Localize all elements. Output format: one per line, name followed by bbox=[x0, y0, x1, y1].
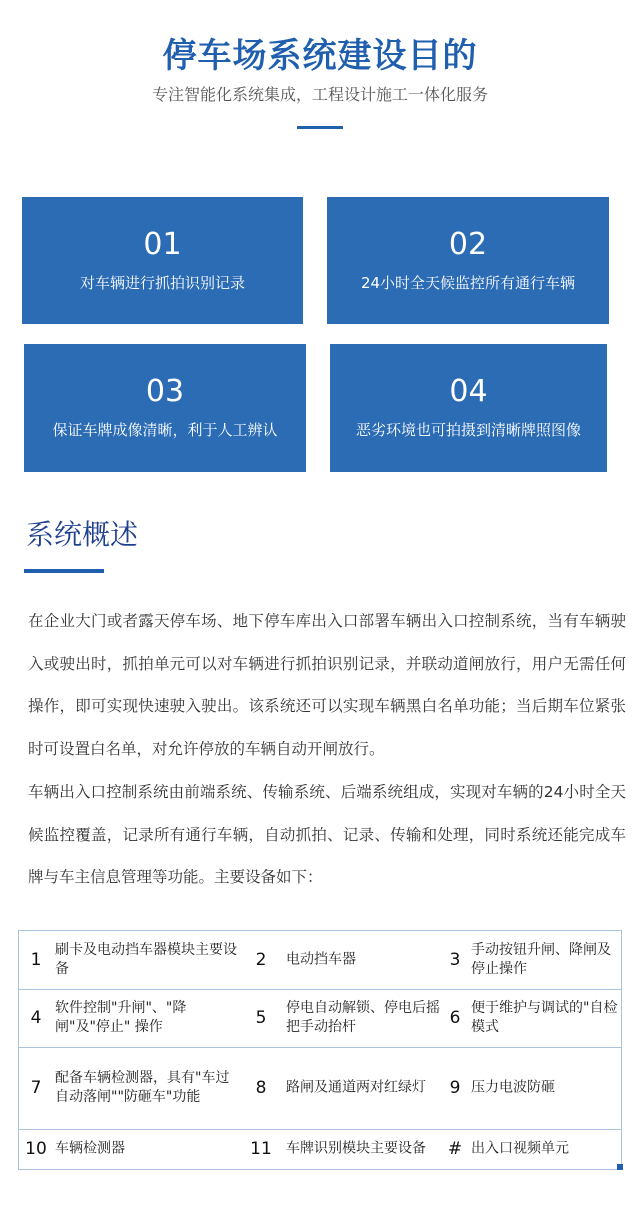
table-cell bbox=[19, 1047, 251, 1129]
table-cell bbox=[438, 1129, 621, 1169]
table-cell bbox=[19, 1129, 251, 1169]
item-number: 1 bbox=[30, 950, 42, 970]
item-number: 4 bbox=[30, 1008, 42, 1028]
table-cell bbox=[19, 989, 251, 1047]
item-number: 3 bbox=[449, 950, 461, 970]
goal-number: 01 bbox=[143, 227, 182, 262]
table-row bbox=[19, 1047, 621, 1130]
page-subtitle: 专注智能化系统集成，工程设计施工一体化服务 bbox=[151, 85, 488, 104]
item-text: 停电自动解锁、停电后摇把手动抬杆 bbox=[286, 1000, 440, 1035]
table-cell bbox=[244, 931, 444, 989]
title-underline bbox=[297, 126, 343, 129]
item-number: 5 bbox=[255, 1008, 267, 1028]
item-text: 出入口视频单元 bbox=[471, 1140, 569, 1157]
item-number: # bbox=[447, 1139, 463, 1159]
goal-text: 24小时全天候监控所有通行车辆 bbox=[360, 274, 576, 292]
item-text: 配备车辆检测器，具有"车过自动落闸""防砸车"功能 bbox=[55, 1070, 230, 1105]
table-row bbox=[19, 931, 621, 990]
item-text: 软件控制"升闸"、"降闸"及"停止" 操作 bbox=[55, 1000, 187, 1035]
item-number: 8 bbox=[255, 1078, 267, 1098]
item-number: 10 bbox=[25, 1139, 47, 1159]
page-title: 停车场系统建设目的 bbox=[162, 36, 478, 76]
item-text: 车辆检测器 bbox=[55, 1140, 125, 1157]
overview-paragraph-1: 在企业大门或者露天停车场、地下停车库出入口部署车辆出入口控制系统，当有车辆驶入或驶出时，抓拍单元可以对车辆进行抓拍识别记录，并联动道闸放行，用户无需任何操作，即可实现快速驶入驶出。该系统还可以实现车辆黑白名单功能；当后期车位紧张时可设置白名单，对允许停放的车辆自动开闸放行。 bbox=[28, 612, 626, 759]
goal-card-01 bbox=[22, 197, 303, 324]
item-text: 手动按钮升闸、降闸及停止操作 bbox=[471, 942, 611, 977]
table-cell bbox=[244, 1129, 444, 1169]
item-text: 刷卡及电动挡车器模块主要设备 bbox=[55, 942, 237, 977]
table-cell bbox=[438, 1047, 621, 1129]
section-underline bbox=[24, 569, 104, 573]
item-number: 2 bbox=[255, 950, 267, 970]
table-cell bbox=[244, 989, 444, 1047]
item-number: 7 bbox=[30, 1078, 42, 1098]
section-title-overview: 系统概述 bbox=[26, 518, 139, 551]
table-row bbox=[19, 1129, 621, 1169]
item-text: 路闸及通道两对红绿灯 bbox=[286, 1079, 426, 1096]
goal-number: 03 bbox=[145, 374, 185, 409]
item-number: 6 bbox=[449, 1008, 461, 1028]
table-cell bbox=[19, 931, 251, 989]
goal-text: 保证车牌成像清晰，利于人工辨认 bbox=[52, 421, 278, 439]
equipment-table bbox=[18, 930, 622, 1170]
item-text: 电动挡车器 bbox=[286, 951, 356, 968]
table-cell bbox=[438, 989, 621, 1047]
item-text: 车牌识别模块主要设备 bbox=[286, 1140, 426, 1157]
table-row bbox=[19, 989, 621, 1048]
goal-text: 恶劣环境也可拍摄到清晰牌照图像 bbox=[355, 421, 581, 439]
goal-text: 对车辆进行抓拍识别记录 bbox=[79, 274, 245, 292]
goal-card-03 bbox=[24, 344, 306, 472]
item-number: 9 bbox=[449, 1078, 461, 1098]
goal-card-04 bbox=[330, 344, 607, 472]
item-text: 压力电波防砸 bbox=[471, 1079, 555, 1096]
table-cell bbox=[438, 931, 621, 989]
table-cell bbox=[244, 1047, 444, 1129]
item-text: 便于维护与调试的"自检模式 bbox=[471, 1000, 618, 1035]
overview-paragraph-2: 车辆出入口控制系统由前端系统、传输系统、后端系统组成，实现对车辆的24小时全天候监控覆盖，记录所有通行车辆，自动抓拍、记录、传输和处理，同时系统还能完成车牌与车主信息管理等功能。主要设备如下： bbox=[28, 783, 626, 887]
item-number: 11 bbox=[250, 1139, 272, 1159]
corner-mark bbox=[617, 1164, 623, 1170]
goal-number: 02 bbox=[448, 227, 488, 262]
goal-card-02 bbox=[327, 197, 609, 324]
goal-number: 04 bbox=[449, 374, 488, 409]
